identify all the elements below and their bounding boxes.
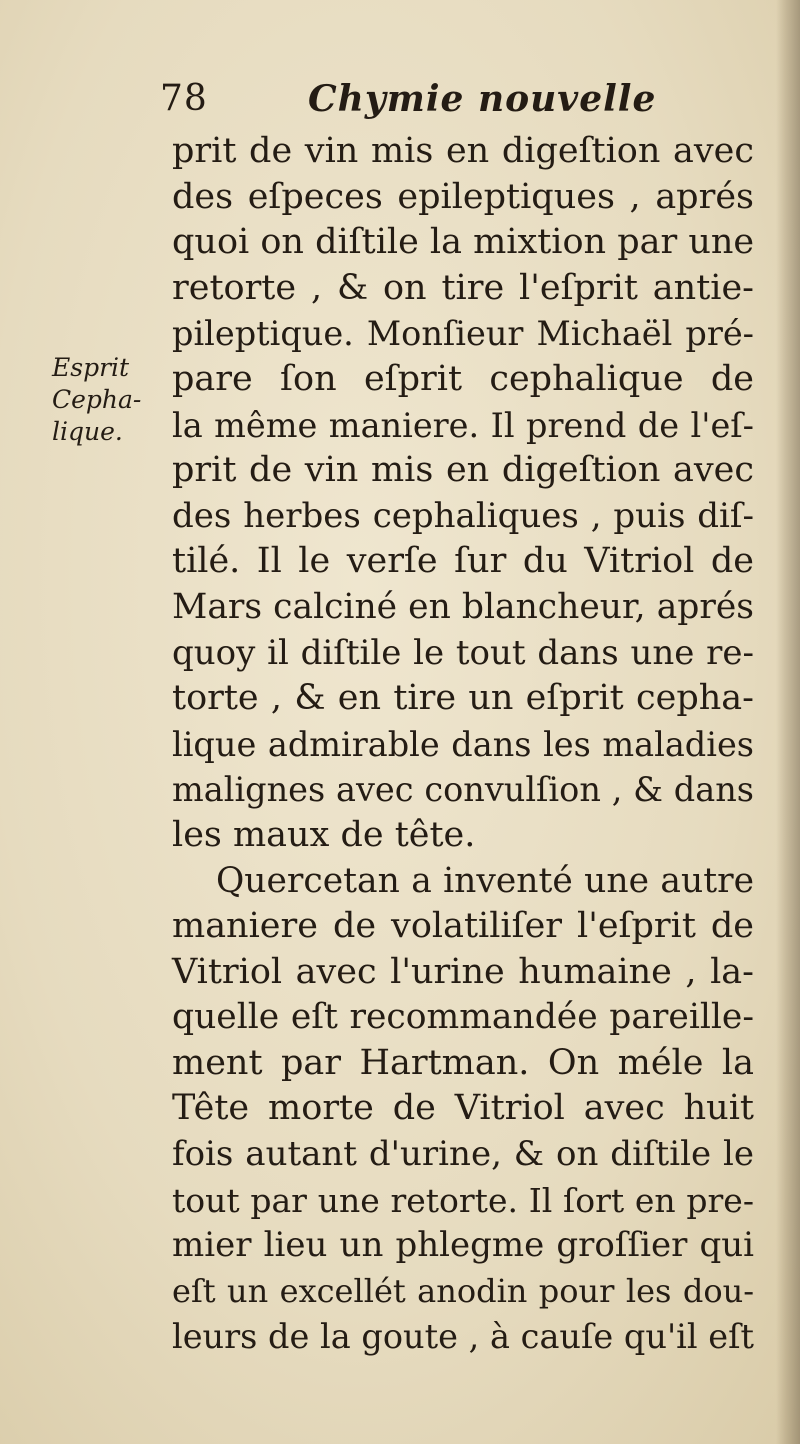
text-line: quoi on diſtile la mixtion par une (172, 222, 755, 263)
text-line: torte , & en tire un eſprit cepha- (172, 678, 754, 719)
text-line: maniere de volatiliſer l'eſprit de (172, 906, 754, 947)
body-text (172, 129, 754, 1360)
text-line: malignes avec convulſion , & dans (172, 770, 754, 810)
text-line: tilé. Il le verſe ſur du Vitriol de (172, 541, 754, 582)
page-number: 78 (160, 78, 208, 119)
text-line: retorte , & on tire l'eſprit antie- (172, 267, 754, 308)
text-line: mier lieu un phlegme groſſier qui (172, 1225, 754, 1266)
text-line: lique admirable dans les maladies (172, 724, 754, 764)
text-line: ment par Hartman. On méle la (172, 1042, 754, 1083)
text-line: eſt un excellét anodin pour les dou- (172, 1271, 754, 1310)
text-line: Mars calciné en blancheur, aprés (172, 586, 754, 627)
paragraph-start-line: Quercetan a inventé une autre (216, 860, 754, 901)
text-line: tout par une retorte. Il ſort en pre- (172, 1180, 754, 1220)
text-line: fois autant d'urine, & on diſtile le (172, 1134, 754, 1175)
text-line: quoy il diſtile le tout dans une re- (172, 632, 754, 673)
text-line: des herbes cephaliques , puis diſ- (172, 495, 754, 536)
text-line: des eſpeces epileptiques , aprés (172, 176, 754, 217)
marginal-note (52, 352, 162, 448)
text-line: leurs de la goute , à cauſe qu'il eſt (172, 1317, 754, 1357)
page-header (160, 78, 760, 128)
text-line: Tête morte de Vitriol avec huit (172, 1088, 754, 1129)
text-line: pileptique. Monſieur Michaël pré- (172, 314, 754, 354)
text-line: pare ſon eſprit cephalique de (172, 358, 754, 399)
marginal-note-line: lique. (52, 417, 123, 446)
running-title: Chymie nouvelle (308, 78, 657, 120)
marginal-note-line: Esprit (52, 353, 130, 382)
paragraph-end-line: les maux de tête. (172, 814, 476, 855)
text-line: Vitriol avec l'urine humaine , la- (172, 951, 754, 992)
text-line: prit de vin mis en digeſtion avec (172, 131, 754, 171)
text-line: quelle eſt recommandée pareille- (172, 997, 754, 1038)
marginal-note-line: Cepha- (52, 385, 142, 414)
text-line: prit de vin mis en digeſtion avec (172, 450, 754, 491)
text-line: la même maniere. Il prend de l'eſ- (172, 405, 754, 445)
page-edge-shadow (776, 0, 800, 1444)
